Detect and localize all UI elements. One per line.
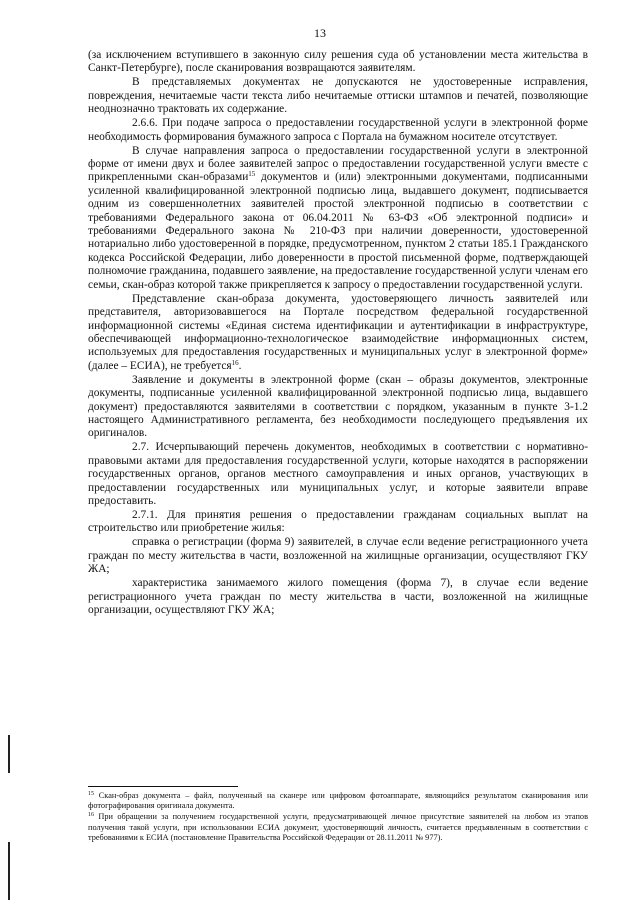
paragraph-4: В случае направления запроса о предоставлении государственной услуги в электронной форме от имени двух и более заявителей запрос о предоставлении государственной услуги вместе с прикрепленными скан-образами$^{15}$ документов и (или) электронными документами, подписанными усиленной квалифицированной электронной подписью лица, выдавшего документ, подписывается одним из совершеннолетних заявителей простой электронной подписью в соответствии с требованиями Федерального закона от 06.04.2011 № 63-ФЗ «Об электронной подписи» и требованиями Федерального закона № 210-ФЗ при наличии доверенности, удостоверенной нотариально либо удостоверенной в порядке, предусмотренном, пунктом 2 статьи 185.1 Гражданского кодекса Российской Федерации, либо доверенности в простой письменной форме, подтверждающей полномочие гражданина, подавшего заявление, на предоставление государственной услуги членам его семьи, скан-образ которой также прикрепляется к запросу о предоставлении государственной услуги. (88, 144, 588, 291)
paragraph-2: В представляемых документах не допускаются не удостоверенные исправления, повреждения, нечитаемые части текста либо нечитаемые оттиски штампов и печатей, позволяющие неоднозначно трактовать их содержание. (88, 76, 588, 116)
paragraph-3: 2.6.6. При подаче запроса о предоставлении государственной услуги в электронной форме необходимость формирования бумажного запроса с Портала на бумажном носителе отсутствует. (88, 117, 588, 143)
footnote-ref-16[interactable]: 16 (231, 358, 239, 367)
paragraph-8: 2.7.1. Для принятия решения о предоставлении гражданам социальных выплат на строительство или приобретение жилья: (88, 508, 588, 535)
paragraph-6: Заявление и документы в электронной форме (скан – образы документов, электронные документы, подписанные усиленной квалифицированной электронной подписью лица, выдавшего документ) предоставляются заявителями в соответствии с порядком, указанным в пункте 3-1.2 настоящего Административного регламента, без необходимости последующего предъявления их оригиналов. (88, 373, 588, 440)
paragraph-1: (за исключением вступившего в законную силу решения суда об установлении места жительства в Санкт-Петербурге), после сканирования возвращаются заявителям. (88, 49, 588, 75)
paragraph-7: 2.7. Исчерпывающий перечень документов, необходимых в соответствии с нормативно-правовыми актами для предоставления государственной услуги, которые находятся в распоряжении государственных органов, органов местного самоуправления и иных органов, участвующих в предоставлении государственных или муниципальных услуг, и которые заявители вправе предоставить. (88, 441, 588, 507)
paragraph-10: характеристика занимаемого жилого помещения (форма 7), в случае если ведение регистрационного учета граждан по месту жительства в части, возложенной на жилищные организации, осуществляют ГКУ ЖА; (88, 577, 588, 616)
document-body (88, 49, 588, 617)
page-number: 13 (314, 26, 326, 40)
paragraph-5: Представление скан-образа документа, удостоверяющего личность заявителей или представителя, авторизовавшегося на Портале посредством федеральной государственной информационной системы «Единая система идентификации и аутентификации в инфраструктуре, обеспечивающей информационно-технологическое взаимодействие информационных систем, используемых для предоставления государственных и муниципальных услуг в электронной форме» (далее – ЕСИА), не требуется$^{16}$. (88, 292, 588, 372)
scan-margin-mark-top (8, 735, 10, 773)
paragraph-9: справка о регистрации (форма 9) заявителей, в случае если ведение регистрационного учета граждан по месту жительства в части, возложенной на жилищные организации, осуществляют ГКУ ЖА; (88, 536, 588, 576)
footnotes (88, 791, 588, 844)
scan-margin-mark-bottom (8, 842, 10, 900)
footnote-16: $^{16}$ При обращении за получением государственной услуги, предусматривающей личное присутствие заявителей на любом из этапов получения такой услуги, при использовании ЕСИА документ, удостоверяющий личность, считается предъявленным в соответствии с требованиями к ЕСИА (постановление Правительства Российской Федерации от 28.11.2011 № 977). (88, 812, 588, 843)
footnote-ref-15[interactable]: 15 (248, 170, 256, 179)
footnote-separator (88, 786, 238, 787)
footnote-15: $^{15}$ Скан-образ документа – файл, полученный на сканере или цифровом фотоаппарате, являющийся результатом сканирования или фотографирования оригинала документа. (88, 791, 588, 811)
